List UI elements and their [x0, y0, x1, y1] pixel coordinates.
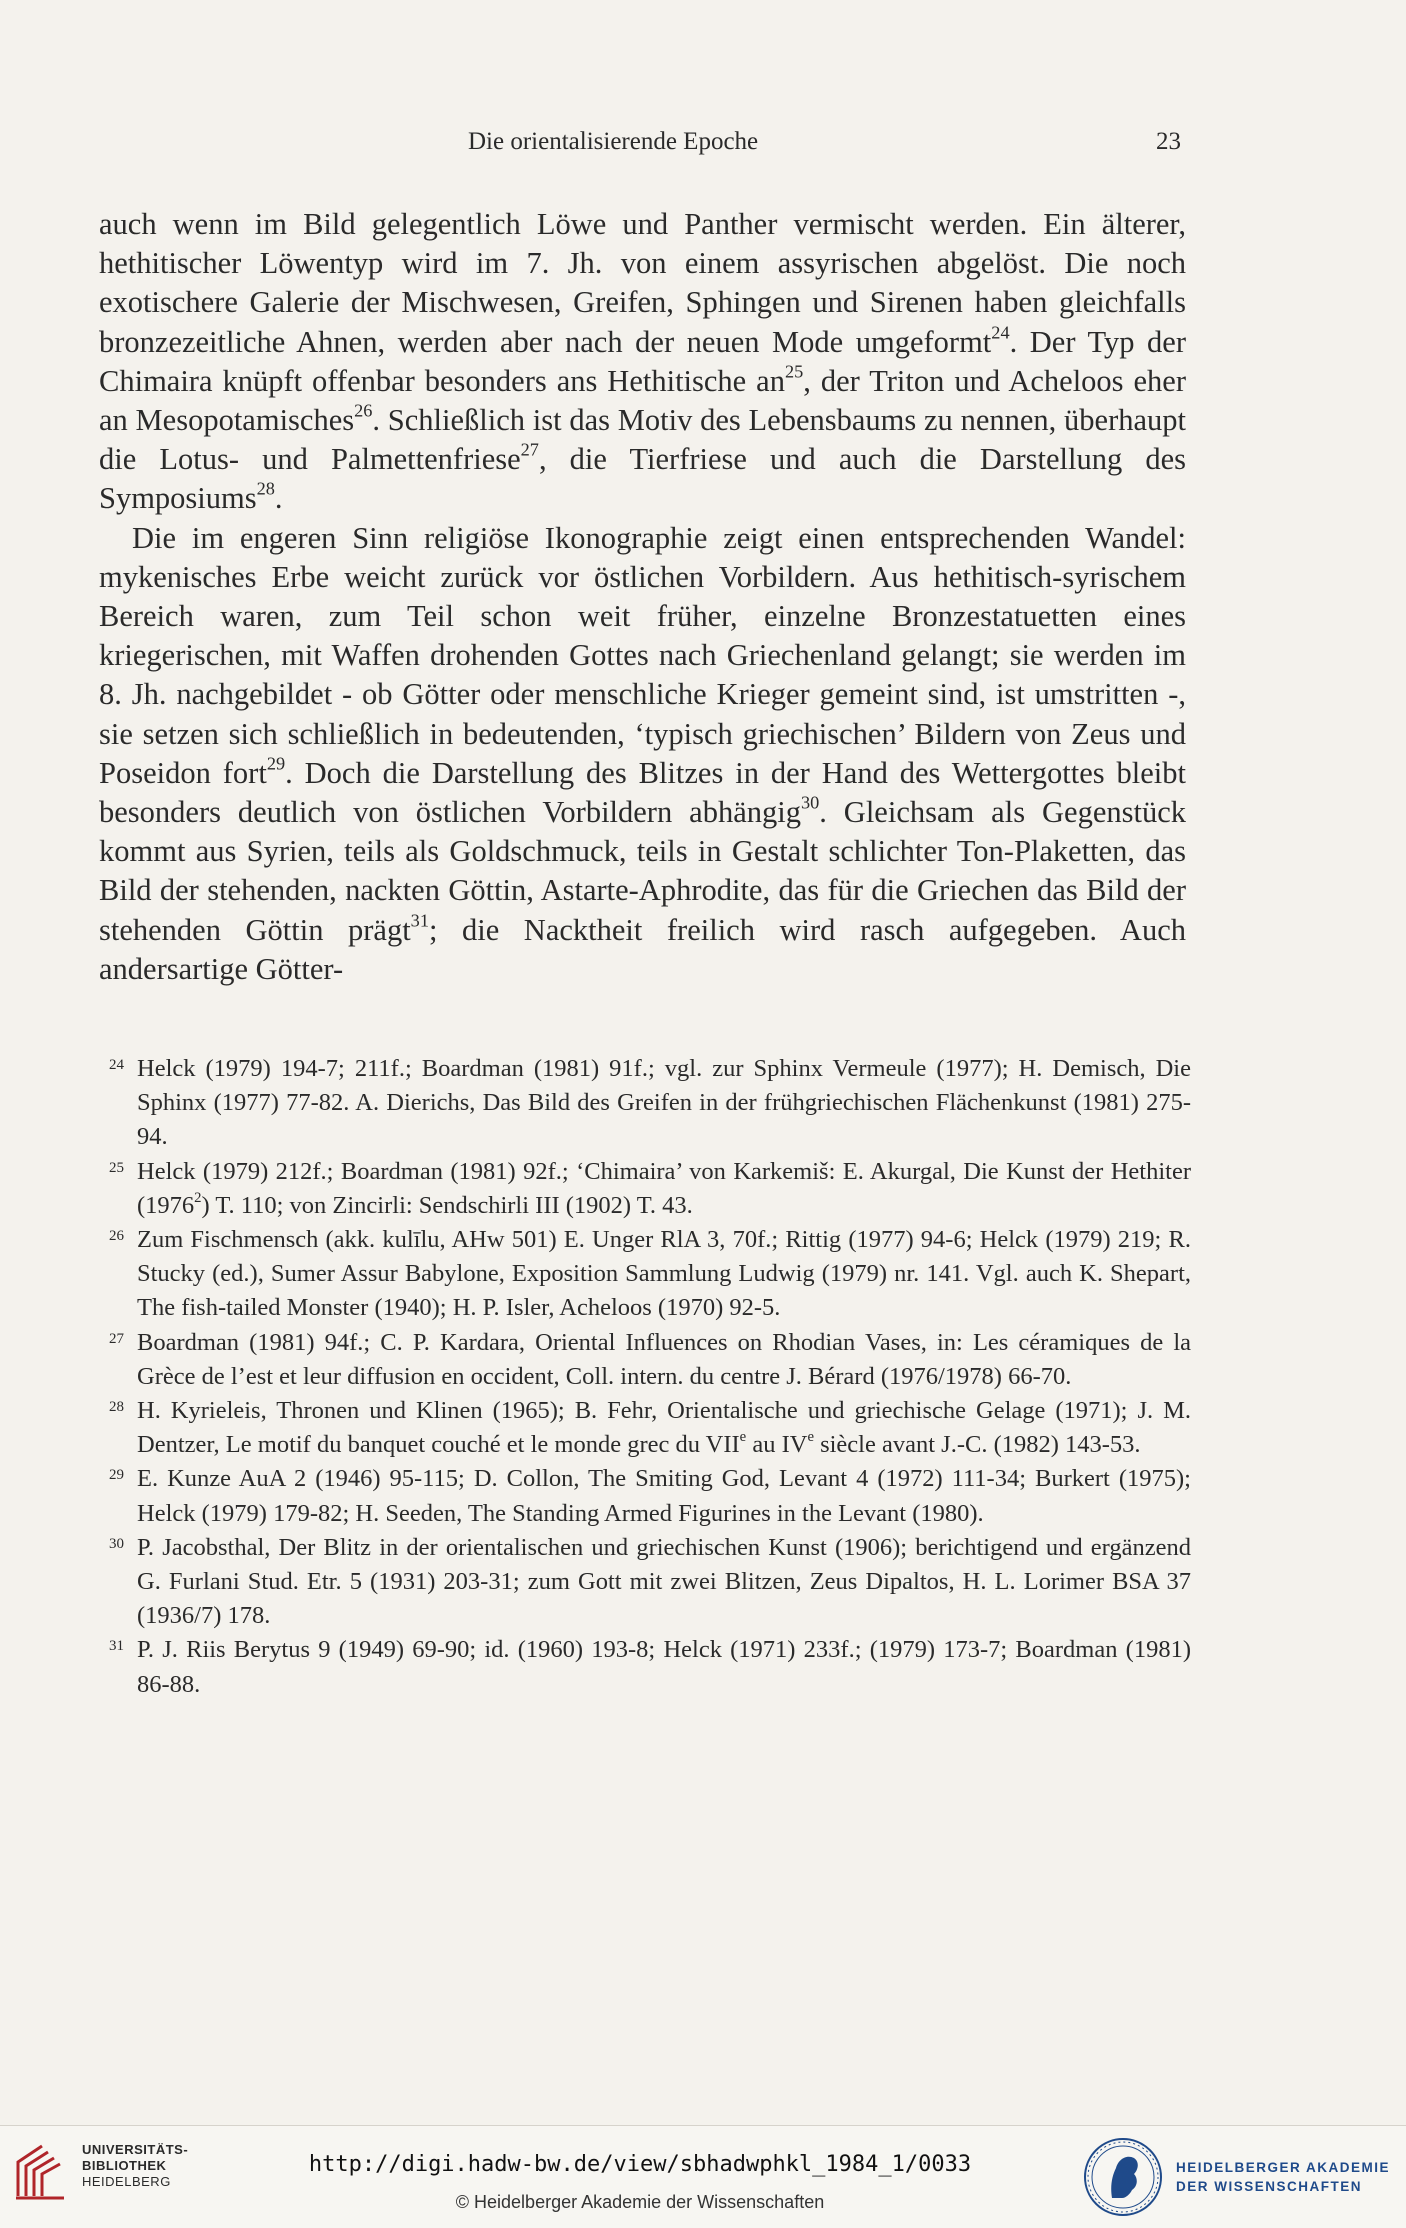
footnote-ref-31[interactable]: 31 [410, 909, 429, 930]
page-number: 23 [1156, 128, 1181, 155]
academy-seal-icon[interactable] [1082, 2136, 1164, 2218]
viewer-footer [0, 2125, 1406, 2228]
footnote-25: 25 Helck (1979) 212f.; Boardman (1981) 92f.; ‘Chimaira’ von Karkemiš: E. Akurgal, Die Kunst der Hethiter (1976$^2$) T. 110; von Zincirli: Sendschirli III (1902) T. 43. [99, 1155, 1191, 1223]
university-library-logo-icon[interactable] [12, 2140, 72, 2202]
copyright-notice: © Heidelberger Akademie der Wissenschaften [455, 2192, 825, 2212]
footnote-number: 29 [109, 1467, 124, 1484]
footnote-number: 28 [109, 1399, 124, 1416]
footnote-ref-29[interactable]: 29 [266, 753, 286, 774]
footnote-number: 31 [109, 1638, 124, 1655]
footnote-29: 29 E. Kunze AuA 2 (1946) 95-115; D. Collon, The Smiting God, Levant 4 (1972) 111-34; Burkert (1975); Helck (1979) 179-82; H. Seeden, The Standing Armed Figurines in the Levant (1980). [99, 1462, 1191, 1530]
paragraph-1: auch wenn im Bild gelegentlich Löwe und Panther vermischt werden. Ein älterer, hethitischer Löwentyp wird im 7. Jh. von einem assyrischen abgelöst. Die noch exotischere Galerie der Mischwesen, Greifen, Sphingen und Sirenen haben gleichfalls bronzezeitliche Ahnen, werden aber nach der neuen Mode umgeformt$^{24}$. Der Typ der Chimaira knüpft offenbar besonders ans Hethitische $an^{25}$, der Triton und Acheloos eher an Mesopotamisches$^{26}$. Schließlich ist das Motiv des Lebensbaums zu nennen, überhaupt die Lotus- und Palmettenfriese$^{27}$, die Tierfriese und auch die Darstellung des Symposiums$^{28}$. [99, 207, 1187, 516]
footnote-ref-30[interactable]: 30 [800, 792, 820, 813]
footnote-number: 27 [109, 1330, 124, 1347]
footnote-ref-28[interactable]: 28 [256, 478, 275, 499]
academy-name: HEIDELBERGER AKADEMIE DER WISSENSCHAFTEN [1176, 2160, 1391, 2194]
footnote-number: 30 [109, 1535, 124, 1552]
permalink-url[interactable]: http://digi.hadw-bw.de/view/sbhadwphkl_1984_1/0033 [308, 2152, 972, 2177]
running-title: Die orientalisierende Epoche [468, 128, 759, 155]
footnote-ref-25[interactable]: 25 [784, 361, 804, 382]
footnote-31: 31 P. J. Riis Berytus 9 (1949) 69-90; id. (1960) 193-8; Helck (1971) 233f.; (1979) 173-7; Boardman (1981) 86-88. [99, 1633, 1191, 1701]
footnote-27: 27 Boardman (1981) 94f.; C. P. Kardara, Oriental Influences on Rhodian Vases, in: Les céramiques de la Grèce de l’est et leur diffusion en occident, Coll. intern. du centre J. Bérard (1976/1978) 66-70. [99, 1326, 1191, 1394]
footnote-ref-26[interactable]: 26 [354, 400, 373, 421]
footnote-24: 24 Helck (1979) 194-7; 211f.; Boardman (1981) 91f.; vgl. zur Sphinx Vermeule (1977); H. Demisch, Die Sphinx (1977) 77-82. A. Dierichs, Das Bild des Greifen in der frühgriechischen Flächenkunst (1981) 275-94. [99, 1052, 1191, 1155]
footnote-number: 26 [109, 1228, 124, 1245]
university-library-name: UNIVERSITÄTS- BIBLIOTHEK HEIDELBERG [82, 2142, 189, 2189]
footnote-26: 26 Zum Fischmensch (akk. kulīlu, AHw 501) E. Unger RlA 3, 70f.; Rittig (1977) 94-6; Helck (1979) 219; R. Stucky (ed.), Sumer Assur Babylone, Exposition Sammlung Ludwig (1979) nr. 141. Vgl. auch K. Shepart, The fish-tailed Monster (1940); H. P. Isler, Acheloos (1970) 92-5. [99, 1223, 1191, 1326]
footnote-ref-27[interactable]: 27 [520, 439, 539, 460]
page-header [0, 128, 1406, 168]
footnote-30: 30 P. Jacobsthal, Der Blitz in der orientalischen und griechischen Kunst (1906); berichtigend und ergänzend G. Furlani Stud. Etr. 5 (1931) 203-31; zum Gott mit zwei Blitzen, Zeus Dipaltos, H. L. Lorimer BSA 37 (1936/7) 178. [99, 1531, 1191, 1634]
footnote-28: 28 H. Kyrieleis, Thronen und Klinen (1965); B. Fehr, Orientalische und griechische Gelage (1971); J. M. Dentzer, Le motif du banquet couché et le monde grec du VIIe au IVe siècle avant J.-C. (1982) 143-53. [99, 1394, 1191, 1462]
footnote-ref-24[interactable]: 24 [991, 321, 1010, 342]
footnote-number: 24 [109, 1057, 124, 1073]
footnote-number: 25 [109, 1159, 124, 1176]
footnotes [99, 1052, 1191, 1702]
main-text [99, 205, 1186, 989]
paragraph-2: Die im engeren Sinn religiöse Ikonographie zeigt einen entsprechenden Wandel: mykenisches Erbe weicht zurück vor östlichen Vorbildern. Aus hethitisch-syrischem Bereich waren, zum Teil schon weit früher, einzelne Bronzestatuetten eines kriegerischen, mit Waffen drohenden Gottes nach Griechenland gelangt; sie werden im 8. Jh. nachgebildet - ob Götter oder menschliche Krieger gemeint sind, ist umstritten -, sie setzen sich schließlich in bedeutenden, ‘typisch griechischen’ Bildern von Zeus und Poseidon fort$^{29}$. Doch die Darstellung des Blitzes in der Hand des Wettergottes bleibt besonders deutlich von östlichen Vorbildern abhängig$^{30}$. Gleichsam als Gegenstück kommt aus Syrien, teils als Goldschmuck, teils in Gestalt schlichter Ton-Plaketten, das Bild der stehenden, nackten Göttin, Astarte-Aphrodite, das für die Griechen das Bild der stehenden Göttin prägt$^{31}$; die Nacktheit freilich wird rasch aufgegeben. Auch andersartige Götter- [99, 520, 1186, 986]
